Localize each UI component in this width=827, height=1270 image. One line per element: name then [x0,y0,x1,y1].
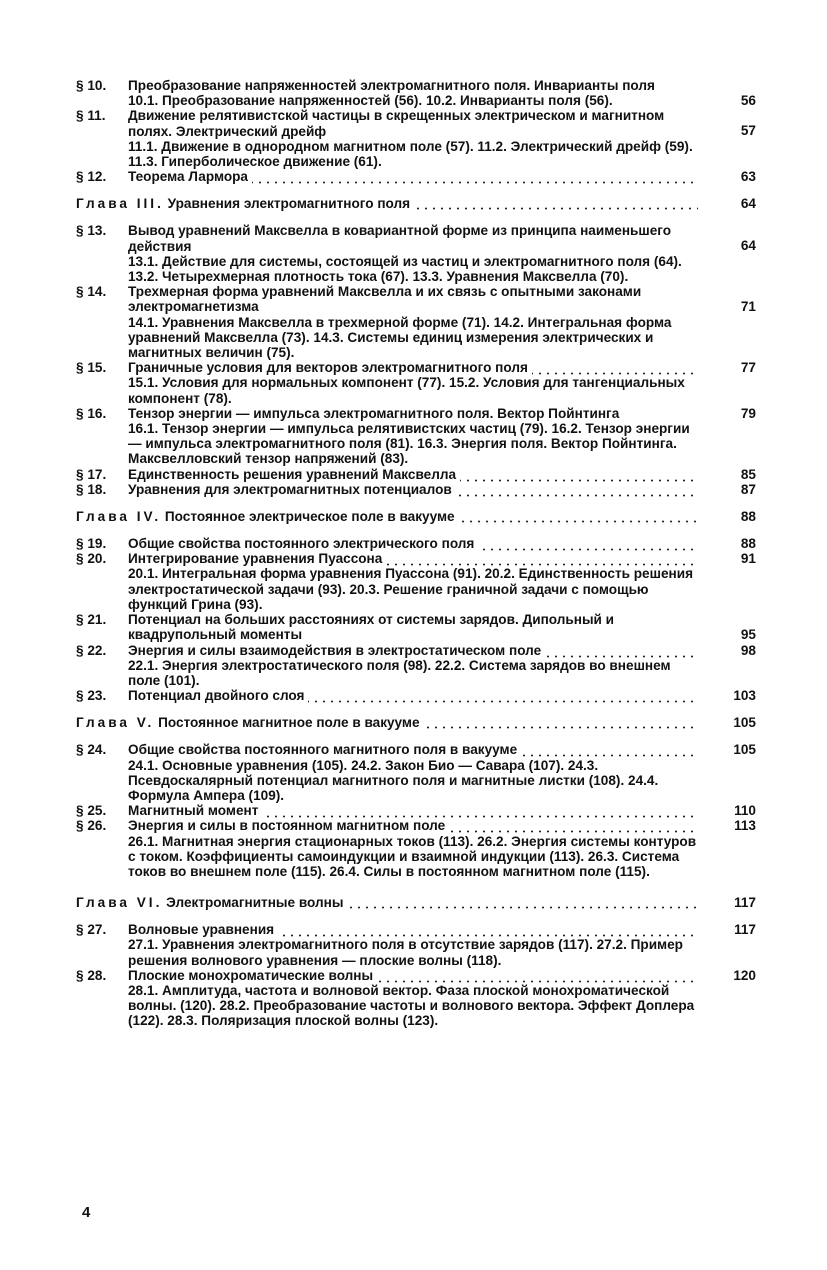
section-title: Волновые уравнения [128,922,698,937]
subsection-list: 20.1. Интегральная форма уравнения Пуассона (91). 20.2. Единственность решения электростатической задачи (93). 20.3. Решение граничной задачи с помощью функций Грина (93). [128,566,694,612]
section-title: Магнитный момент [128,803,698,818]
toc-section [76,612,756,642]
section-title: Общие свойства постоянного электрического поля [128,536,698,551]
subsection-list: 26.1. Магнитная энергия стационарных токов (113). 26.2. Энергия системы контуров с током. Коэффициенты самоиндукции и взаимной индукции (113). 26.3. Система токов во внешнем поле (115). 26.4. Силы в постоянном магнитном поле (115). [128,833,697,879]
section-number: § 18. [76,481,107,497]
section-title: Энергия и силы взаимодействия в электростатическом поле [128,643,698,658]
section-title: Энергия и силы в постоянном магнитном поле [128,818,698,833]
chapter-label: Глава VI. [76,895,163,911]
subsection-list: 15.1. Условия для нормальных компонент (77). 15.2. Условия для тангенциальных компонент (78). [128,375,685,406]
toc-section [76,922,756,968]
section-title: Граничные условия для векторов электромагнитного поля [128,360,698,375]
subsection-list: 11.1. Движение в однородном магнитном поле (57). 11.2. Электрический дрейф (59). 11.3. Гиперболическое движение (61). [128,138,693,170]
toc-section [76,406,756,467]
subsection-list: 10.1. Преобразование напряженностей (56). 10.2. Инварианты поля (56). [128,93,613,109]
chapter-title: Постоянное электрическое поле в вакууме [164,509,455,525]
page-ref: 105 [733,742,756,758]
section-number: § 20. [76,551,107,567]
section-title: Общие свойства постоянного магнитного поля в вакууме [128,742,698,757]
section-title: Движение релятивистской частицы в скрещенных электрическом и магнитном полях. Электрический дрейф [128,108,665,139]
toc-section [76,360,756,406]
page-ref: 98 [740,642,756,658]
table-of-contents [76,78,756,1029]
toc-section [76,536,756,551]
section-title: Потенциал на больших расстояниях от системы зарядов. Дипольный и квадрупольный моменты [128,612,615,643]
toc-section [76,818,756,879]
page-ref: 77 [740,360,756,376]
toc-section [76,551,756,612]
toc-section [76,643,756,689]
section-title: Трехмерная форма уравнений Максвелла и их связь с опытными законами электромагнетизма [128,284,642,315]
section-number: § 25. [76,803,107,819]
chapter-heading [76,715,756,730]
subsection-list: 14.1. Уравнения Максвелла в трехмерной форме (71). 14.2. Интегральная форма уравнений Максвелла (73). 14.3. Системы единиц измерения электрических и магнитных величин (75). [128,314,672,361]
toc-section [76,108,756,169]
section-title: Теорема Лармора [128,169,698,184]
section-number: § 13. [76,223,107,239]
page-ref: 57 [740,123,756,139]
section-number: § 21. [76,612,107,628]
section-title: Единственность решения уравнений Максвелла [128,467,698,482]
page-ref: 87 [740,481,756,497]
section-number: § 16. [76,405,107,421]
page-ref: 117 [734,922,756,938]
toc-section [76,482,756,497]
page-ref: 103 [733,688,756,704]
page-ref: 95 [740,627,756,643]
chapter-title: Уравнения электромагнитного поля [167,196,411,212]
toc-section [76,742,756,803]
section-title: Преобразование напряженностей электромагнитного поля. Инварианты поля [128,78,655,93]
section-number: § 10. [76,78,107,93]
section-number: § 27. [76,922,107,938]
section-number: § 26. [76,818,107,834]
page-ref: 56 [740,93,756,108]
toc-section [76,803,756,818]
page-ref: 63 [740,169,756,185]
toc-section [76,169,756,184]
section-title: Интегрирование уравнения Пуассона [128,551,698,566]
page-number: 4 [82,1204,91,1221]
section-number: § 15. [76,360,107,376]
chapter-label: Глава IV. [76,509,162,525]
section-number: § 22. [76,642,107,658]
page-ref: 120 [733,967,756,983]
subsection-list: 22.1. Энергия электростатического поля (98). 22.2. Система зарядов во внешнем поле (101). [128,657,671,688]
chapter-heading [76,895,756,910]
toc-section [76,223,756,284]
section-number: § 19. [76,536,107,552]
subsection-list: 24.1. Основные уравнения (105). 24.2. Закон Био — Савара (107). 24.3. Псевдоскалярный потенциал магнитного поля и магнитные листки (108). 24.4. Формула Ампера (109). [128,757,659,803]
toc-section [76,968,756,1029]
page-ref: 110 [734,803,756,819]
page-ref: 91 [740,551,756,567]
section-number: § 28. [76,967,107,983]
page-ref: 71 [740,299,756,315]
page-ref: 113 [734,818,756,834]
page-ref: 79 [740,405,756,421]
section-title: Уравнения для электромагнитных потенциалов [128,482,698,497]
section-number: § 24. [76,742,107,758]
page-ref: 64 [740,238,756,254]
section-number: § 23. [76,688,107,704]
page-ref: 105 [733,715,756,731]
section-number: § 12. [76,169,107,185]
section-number: § 11. [76,108,106,124]
chapter-heading [76,196,756,211]
section-number: § 14. [76,284,107,300]
subsection-list: 16.1. Тензор энергии — импульса релятивистских частиц (79). 16.2. Тензор энергии — импульса электромагнитного поля (81). 16.3. Энергия поля. Вектор Пойнтинга. Максвелловский тензор напряжений (83). [128,421,690,467]
page-ref: 117 [734,895,756,911]
subsection-list: 28.1. Амплитуда, частота и волновой вектор. Фаза плоской монохроматической волны. (120). 28.2. Преобразование частоты и волнового вектора. Эффект Доплера (122). 28.3. Поляризация плоской волны (123). [128,982,695,1029]
chapter-label: Глава V. [76,715,155,731]
chapter-heading [76,509,756,524]
section-title: Тензор энергии — импульса электромагнитного поля. Вектор Пойнтинга [128,405,620,421]
chapter-title: Постоянное магнитное поле в вакууме [158,715,420,731]
chapter-label: Глава III. [76,196,164,212]
subsection-list: 27.1. Уравнения электромагнитного поля в отсутствие зарядов (117). 27.2. Пример решения волнового уравнения — плоские волны (118). [128,937,683,968]
section-title: Плоские монохроматические волны [128,968,698,983]
section-title: Вывод уравнений Максвелла в ковариантной форме из принципа наименьшего действия [128,223,672,254]
page-ref: 64 [740,196,756,212]
toc-section [76,284,756,360]
chapter-title: Электромагнитные волны [166,895,344,911]
page-ref: 85 [740,466,756,482]
page-ref: 88 [740,536,756,552]
toc-section [76,688,756,703]
section-title: Потенциал двойного слоя [128,688,698,703]
toc-section [76,78,756,108]
toc-section [76,467,756,482]
subsection-list: 13.1. Действие для системы, состоящей из частиц и электромагнитного поля (64). 13.2. Четырехмерная плотность тока (67). 13.3. Уравнения Максвелла (70). [128,253,682,285]
page-ref: 88 [740,509,756,525]
section-number: § 17. [76,466,107,482]
